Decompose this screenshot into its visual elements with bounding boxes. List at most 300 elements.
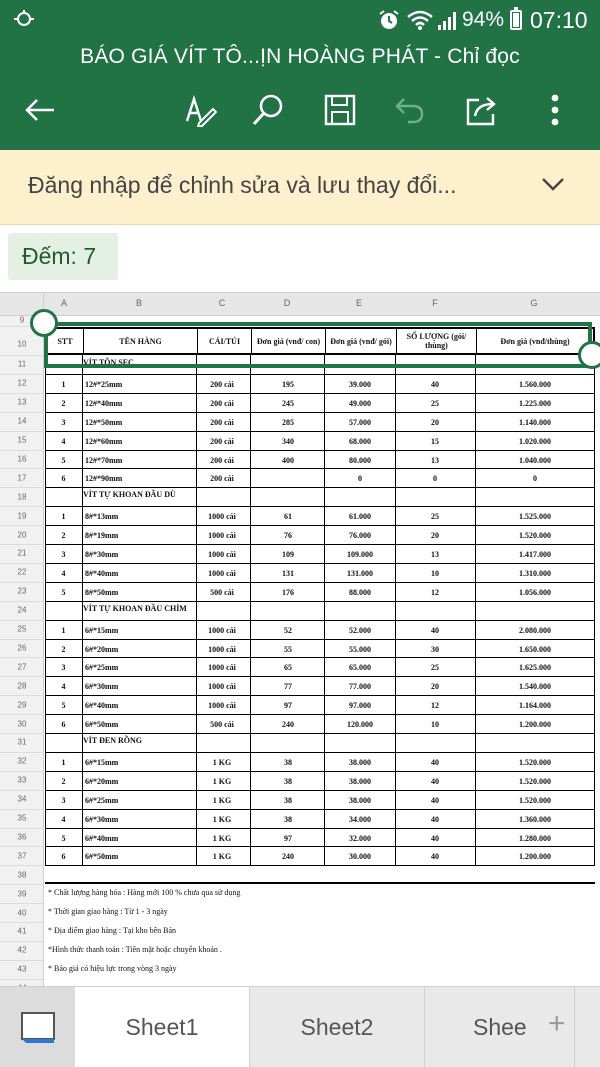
cell-price-box: 1.520.000 xyxy=(519,757,551,767)
cell-name: 6#*30mm xyxy=(85,682,119,692)
column-divider xyxy=(395,355,396,865)
row-gridline xyxy=(0,450,44,451)
undo-icon xyxy=(394,95,426,125)
cell-stt: 6 xyxy=(61,720,66,730)
sign-in-message: Đăng nhập để chỉnh sửa và lưu thay đổi... xyxy=(28,172,457,198)
row-divider xyxy=(45,846,595,847)
add-sheet-icon[interactable]: + xyxy=(548,1007,566,1040)
cell-pack-count: 25 xyxy=(431,398,439,408)
table-row[interactable] xyxy=(45,795,595,807)
cell-price-box: 1.020.000 xyxy=(519,436,551,446)
save-icon xyxy=(324,94,356,126)
cell-name: 8#*19mm xyxy=(85,531,119,541)
row-divider xyxy=(45,563,595,564)
search-button[interactable] xyxy=(246,90,290,130)
row-gridline xyxy=(0,374,44,375)
note-line: * Báo giá có hiệu lực trong vòng 3 ngày xyxy=(48,963,177,973)
cell-price-box: 1.200.000 xyxy=(519,852,551,862)
row-header[interactable]: 25 xyxy=(17,624,27,634)
row-gridline xyxy=(0,601,44,602)
cell-pack-count: 40 xyxy=(431,776,439,786)
document-title: BÁO GIÁ VÍT TÔ...ỊN HOÀNG PHÁT - Chỉ đọc xyxy=(80,45,520,68)
group-title: VÍT ĐEN RỒNG xyxy=(83,736,142,745)
cell-stt: 2 xyxy=(61,398,66,408)
sync-icon xyxy=(12,8,36,35)
cell-price-unit: 38 xyxy=(284,776,292,786)
row-gridline xyxy=(0,355,44,356)
note-line: * Chất lượng hàng hóa : Hàng mới 100 % chưa qua sử dụng xyxy=(48,888,241,898)
cell-qty: 1000 cái xyxy=(208,625,236,635)
cell-name: 6#*25mm xyxy=(85,795,119,805)
row-divider xyxy=(45,620,595,621)
row-header[interactable]: 20 xyxy=(17,530,27,540)
cell-price-pack: 65.000 xyxy=(349,663,371,673)
cell-stt: 3 xyxy=(61,795,66,805)
selection-handle-end[interactable] xyxy=(578,341,600,369)
table-row[interactable] xyxy=(45,814,595,826)
cell-pack-count: 13 xyxy=(431,550,439,559)
column-divider xyxy=(475,355,476,865)
cell-price-pack: 97.000 xyxy=(349,701,371,711)
table-row[interactable] xyxy=(45,833,595,845)
sheet-grid[interactable] xyxy=(45,316,600,986)
cell-name: 6#*50mm xyxy=(85,720,119,730)
header-price-pack: Đơn giá (vnđ/ gói) xyxy=(326,329,397,353)
row-divider xyxy=(45,865,595,866)
cell-price-pack: 38.000 xyxy=(349,776,371,786)
row-header[interactable]: 43 xyxy=(17,964,27,974)
row-header[interactable]: 42 xyxy=(17,945,27,955)
table-row[interactable] xyxy=(45,776,595,788)
cell-qty: 1000 cái xyxy=(208,701,236,711)
row-divider xyxy=(45,450,595,451)
cell-price-box: 1.164.000 xyxy=(519,701,551,711)
cell-name: 6#*15mm xyxy=(85,625,119,635)
signal-icon xyxy=(438,12,458,30)
back-arrow-icon xyxy=(24,97,56,123)
cell-price-unit: 38 xyxy=(284,757,292,767)
cell-price-unit: 285 xyxy=(282,417,294,427)
row-divider xyxy=(45,412,595,413)
table-row[interactable] xyxy=(45,530,595,542)
row-divider xyxy=(45,752,595,753)
cell-stt: 1 xyxy=(61,379,66,389)
row-gridline xyxy=(0,790,44,791)
row-gridline xyxy=(0,506,44,507)
header-price-box: Đơn giá (vnđ/thùng) xyxy=(500,336,570,346)
row-gridline xyxy=(0,487,44,488)
cell-qty: 1 KG xyxy=(212,814,232,824)
cell-qty: 1000 cái xyxy=(208,550,236,559)
cell-price-pack: 34.000 xyxy=(349,814,371,824)
row-header[interactable]: 9 xyxy=(19,315,25,325)
cell-price-unit: 195 xyxy=(282,379,294,389)
row-divider xyxy=(45,828,595,829)
cell-qty: 1 KG xyxy=(212,833,232,843)
cell-qty: 200 cái xyxy=(210,436,234,446)
cell-name: 12#*60mm xyxy=(85,436,123,446)
cell-name: 12#*50mm xyxy=(85,417,123,427)
cell-price-pack: 57.000 xyxy=(349,417,371,427)
pen-icon xyxy=(183,93,217,127)
row-divider xyxy=(45,374,595,375)
cell-price-unit: 97 xyxy=(284,701,292,711)
cell-name: 6#*20mm xyxy=(85,776,119,786)
row-divider xyxy=(45,525,595,526)
cell-name: 12#*25mm xyxy=(85,379,123,389)
share-button[interactable] xyxy=(460,90,504,130)
table-row[interactable] xyxy=(45,436,595,448)
cell-pack-count: 25 xyxy=(431,512,439,522)
row-header-bar xyxy=(0,316,44,986)
row-divider xyxy=(45,714,595,715)
more-icon xyxy=(551,94,559,126)
cell-stt: 6 xyxy=(61,852,66,862)
row-header[interactable]: 30 xyxy=(17,719,27,729)
cell-stt: 1 xyxy=(61,625,66,635)
column-divider xyxy=(196,355,197,865)
cell-price-box: 1.560.000 xyxy=(519,379,551,389)
row-header[interactable]: 39 xyxy=(17,889,27,899)
cell-qty: 1000 cái xyxy=(208,568,236,578)
cell-price-pack: 38.000 xyxy=(349,795,371,805)
cell-price-unit: 55 xyxy=(284,644,292,654)
table-bottom-border xyxy=(45,882,595,884)
cell-price-unit: 76 xyxy=(284,531,292,541)
cell-price-unit: 340 xyxy=(282,436,294,446)
cell-stt: 4 xyxy=(61,568,66,578)
cell-pack-count: 12 xyxy=(431,587,439,597)
cell-price-box: 1.520.000 xyxy=(519,531,551,541)
row-gridline xyxy=(0,865,44,866)
table-row[interactable] xyxy=(45,568,595,580)
count-badge: Đếm: 7 xyxy=(8,233,118,280)
row-header[interactable]: 22 xyxy=(17,567,27,577)
row-header[interactable]: 33 xyxy=(17,775,27,785)
table-row[interactable] xyxy=(45,417,595,429)
row-gridline xyxy=(0,714,44,715)
row-divider xyxy=(45,771,595,772)
row-gridline xyxy=(0,828,44,829)
cell-pack-count: 40 xyxy=(431,757,439,767)
row-divider xyxy=(45,676,595,677)
cell-stt: 2 xyxy=(61,776,66,786)
table-row[interactable] xyxy=(45,662,595,674)
cell-price-unit: 245 xyxy=(282,398,294,408)
cell-price-unit xyxy=(251,473,325,485)
column-header-f[interactable]: F xyxy=(432,298,438,308)
row-gridline xyxy=(0,941,44,942)
row-header[interactable]: 32 xyxy=(17,756,27,766)
table-row[interactable] xyxy=(45,379,595,391)
row-header[interactable]: 26 xyxy=(17,643,27,653)
note-line: *Hình thức thanh toán : Tiền mặt hoặc chuyển khoản . xyxy=(48,944,222,954)
cell-stt: 5 xyxy=(61,455,66,465)
column-divider xyxy=(250,355,251,865)
table-row[interactable] xyxy=(45,549,595,561)
row-gridline xyxy=(0,960,44,961)
cell-price-pack: 80.000 xyxy=(349,455,371,465)
cell-name: 8#*13mm xyxy=(85,512,119,522)
table-row[interactable] xyxy=(45,719,595,731)
cell-price-unit: 77 xyxy=(284,682,292,692)
row-header[interactable]: 28 xyxy=(17,681,27,691)
header-stt: STT xyxy=(47,329,84,353)
cell-stt: 3 xyxy=(61,663,66,673)
row-gridline xyxy=(0,922,44,923)
table-row[interactable] xyxy=(45,851,595,863)
row-header[interactable]: 36 xyxy=(17,832,27,842)
row-gridline xyxy=(0,733,44,734)
cell-stt: 4 xyxy=(61,436,66,446)
cell-price-unit: 109 xyxy=(282,550,294,559)
row-header[interactable]: 21 xyxy=(17,548,27,558)
chevron-down-icon[interactable] xyxy=(540,176,566,192)
row-divider xyxy=(45,506,595,507)
row-header[interactable]: 41 xyxy=(17,926,27,936)
row-gridline xyxy=(0,752,44,753)
cell-price-unit: 240 xyxy=(282,852,294,862)
row-header[interactable]: 19 xyxy=(17,511,27,521)
cell-price-unit: 240 xyxy=(282,720,294,730)
cell-price-pack: 88.000 xyxy=(349,587,371,597)
cell-price-box: 1.520.000 xyxy=(519,776,551,786)
cell-price-box: 1.280.000 xyxy=(519,833,551,843)
row-divider xyxy=(45,582,595,583)
row-header[interactable]: 11 xyxy=(17,359,27,369)
cell-qty: 200 cái xyxy=(210,379,234,389)
row-header[interactable]: 31 xyxy=(17,737,27,747)
column-header-g[interactable]: G xyxy=(530,298,538,308)
cell-price-unit: 176 xyxy=(282,587,294,597)
cell-stt: 1 xyxy=(61,757,66,767)
sheets-icon xyxy=(20,1011,56,1045)
row-gridline xyxy=(0,620,44,621)
cell-name: 6#*30mm xyxy=(85,814,119,824)
wifi-icon xyxy=(406,9,434,36)
note-line: * Thời gian giao hàng : Từ 1 - 3 ngày xyxy=(48,907,168,917)
row-gridline xyxy=(0,431,44,432)
row-divider xyxy=(45,733,595,734)
back-button[interactable] xyxy=(18,90,62,130)
row-gridline xyxy=(0,846,44,847)
cell-price-unit: 38 xyxy=(284,814,292,824)
cell-stt: 3 xyxy=(61,417,66,427)
row-gridline xyxy=(0,468,44,469)
cell-stt: 4 xyxy=(61,814,66,824)
table-header-row xyxy=(45,327,595,355)
cell-name: 6#*40mm xyxy=(85,701,119,711)
row-gridline xyxy=(0,676,44,677)
cell-name: 6#*40mm xyxy=(85,833,119,843)
save-button[interactable] xyxy=(318,90,362,130)
cell-qty: 1000 cái xyxy=(208,512,236,522)
undo-button[interactable] xyxy=(388,90,432,130)
cell-stt: 5 xyxy=(61,587,66,597)
sheet-tab-bar xyxy=(0,986,600,1067)
cell-name: 6#*15mm xyxy=(85,757,119,767)
table-row[interactable] xyxy=(45,681,595,693)
cell-pack-count: 10 xyxy=(431,568,439,578)
row-header[interactable]: 29 xyxy=(17,700,27,710)
row-header[interactable]: 10 xyxy=(17,339,27,349)
header-qty: CÁI/TÚI xyxy=(198,329,252,353)
table-row[interactable] xyxy=(45,644,595,656)
row-header[interactable]: 13 xyxy=(17,397,27,407)
cell-price-box: 1.225.000 xyxy=(519,398,551,408)
cell-price-box: 2.080.000 xyxy=(519,625,551,635)
table-row[interactable] xyxy=(45,455,595,467)
column-header-b[interactable]: B xyxy=(135,298,143,308)
row-gridline xyxy=(0,884,44,885)
tab-sheet3[interactable]: Shee xyxy=(425,987,575,1067)
cell-pack-count: 25 xyxy=(431,663,439,673)
table-row[interactable] xyxy=(45,473,595,485)
cell-stt: 4 xyxy=(61,682,66,692)
cell-name: 8#*30mm xyxy=(85,550,119,559)
cell-name: 12#*90mm xyxy=(85,474,123,484)
cell-pack-count: 20 xyxy=(431,682,439,692)
column-header-c[interactable]: C xyxy=(218,298,226,308)
cell-stt: 2 xyxy=(61,531,66,541)
cell-price-pack: 30.000 xyxy=(349,852,371,862)
cell-qty: 1 KG xyxy=(212,795,232,805)
column-header-e[interactable]: E xyxy=(355,298,363,308)
sheet-list-button[interactable] xyxy=(0,987,75,1067)
cell-price-pack: 55.000 xyxy=(349,644,371,654)
row-gridline xyxy=(0,563,44,564)
cell-stt: 5 xyxy=(61,701,66,711)
alarm-icon xyxy=(378,9,400,36)
row-header[interactable]: 38 xyxy=(17,870,27,880)
sign-in-banner[interactable] xyxy=(0,150,600,225)
cell-pack-count: 15 xyxy=(431,436,439,446)
cell-price-pack: 76.000 xyxy=(349,531,371,541)
cell-price-unit: 97 xyxy=(284,833,292,843)
header-pack-count: SỐ LƯỢNG (gói/ thùng) xyxy=(397,329,477,353)
row-header[interactable]: 27 xyxy=(17,662,27,672)
cell-qty: 1000 cái xyxy=(208,531,236,541)
row-gridline xyxy=(0,809,44,810)
cell-price-unit: 38 xyxy=(284,795,292,805)
search-icon xyxy=(251,93,285,127)
group-title: VÍT TỰ KHOAN ĐẦU CHÌM xyxy=(83,603,187,613)
cell-qty: 1000 cái xyxy=(208,682,236,692)
cell-pack-count: 20 xyxy=(431,531,439,541)
cell-price-pack: 131.000 xyxy=(347,568,373,578)
cell-price-box: 0 xyxy=(533,474,537,484)
row-header[interactable]: 12 xyxy=(17,378,27,388)
tab-sheet2[interactable]: Sheet2 xyxy=(250,987,425,1067)
cell-price-unit: 52 xyxy=(284,625,292,635)
cell-price-pack: 52.000 xyxy=(349,625,371,635)
row-header[interactable]: 24 xyxy=(17,605,27,615)
cell-price-box: 1.056.000 xyxy=(519,587,551,597)
group-title: VÍT TỰ KHOAN ĐẦU DÙ xyxy=(83,490,176,500)
row-divider xyxy=(45,809,595,810)
edit-button[interactable] xyxy=(178,90,222,130)
cell-name: 8#*50mm xyxy=(85,587,119,597)
row-header[interactable]: 37 xyxy=(17,851,27,861)
table-row[interactable] xyxy=(45,398,595,410)
row-gridline xyxy=(0,393,44,394)
cell-stt: 1 xyxy=(61,512,66,522)
share-icon xyxy=(465,94,499,126)
cell-qty: 1000 cái xyxy=(208,663,236,673)
row-header[interactable]: 15 xyxy=(17,435,27,445)
cell-stt: 3 xyxy=(61,550,66,559)
table-row[interactable] xyxy=(45,587,595,599)
more-options-button[interactable] xyxy=(540,90,570,130)
cell-price-box: 1.525.000 xyxy=(519,512,551,522)
selection-handle-start[interactable] xyxy=(30,309,58,337)
cell-stt: 6 xyxy=(61,474,66,484)
row-header[interactable]: 14 xyxy=(17,416,27,426)
column-divider xyxy=(594,355,595,865)
cell-qty: 1000 cái xyxy=(208,644,236,654)
cell-price-box: 1.310.000 xyxy=(519,568,551,578)
cell-name: 6#*25mm xyxy=(85,663,119,673)
cell-qty: 200 cái xyxy=(210,398,234,408)
app-header xyxy=(0,40,600,150)
cell-price-pack: 38.000 xyxy=(349,757,371,767)
table-row[interactable] xyxy=(45,511,595,523)
table-row[interactable] xyxy=(45,625,595,637)
cell-price-box: 1.360.000 xyxy=(519,814,551,824)
column-divider xyxy=(82,355,83,865)
cell-price-pack: 77.000 xyxy=(349,682,371,692)
cell-pack-count: 40 xyxy=(431,833,439,843)
battery-icon xyxy=(510,10,522,30)
column-divider xyxy=(324,355,325,865)
cell-price-unit: 131 xyxy=(282,568,294,578)
row-header[interactable]: 34 xyxy=(17,794,27,804)
row-header[interactable]: 16 xyxy=(17,454,27,464)
row-gridline xyxy=(0,412,44,413)
row-divider xyxy=(45,601,595,602)
cell-name: 6#*20mm xyxy=(85,644,119,654)
row-gridline xyxy=(0,657,44,658)
cell-qty: 500 cái xyxy=(210,720,234,730)
cell-pack-count: 12 xyxy=(431,701,439,711)
row-divider xyxy=(45,790,595,791)
group-title: VÍT TÔN SEC xyxy=(83,358,134,367)
column-header-d[interactable]: D xyxy=(283,298,291,308)
cell-qty: 200 cái xyxy=(210,455,234,465)
tab-sheet1[interactable]: Sheet1 xyxy=(75,987,250,1067)
cell-price-box: 1.520.000 xyxy=(519,795,551,805)
cell-name: 12#*70mm xyxy=(85,455,123,465)
row-header[interactable]: 40 xyxy=(17,908,27,918)
row-gridline xyxy=(0,903,44,904)
column-header-a[interactable]: A xyxy=(60,298,68,308)
header-price-unit: Đơn giá (vnđ/ con) xyxy=(252,329,326,353)
row-gridline xyxy=(0,979,44,980)
header-name: TÊN HÀNG xyxy=(84,329,198,353)
row-header[interactable]: 35 xyxy=(17,813,27,823)
cell-name: 12#*40mm xyxy=(85,398,123,408)
table-row[interactable] xyxy=(45,757,595,769)
column-divider xyxy=(45,355,46,865)
table-row[interactable] xyxy=(45,700,595,712)
row-header[interactable]: 17 xyxy=(17,473,27,483)
row-header[interactable]: 18 xyxy=(17,492,27,502)
row-header[interactable]: 23 xyxy=(17,586,27,596)
row-divider xyxy=(45,657,595,658)
row-divider xyxy=(45,393,595,394)
cell-pack-count: 0 xyxy=(433,474,437,484)
cell-pack-count: 13 xyxy=(431,455,439,465)
